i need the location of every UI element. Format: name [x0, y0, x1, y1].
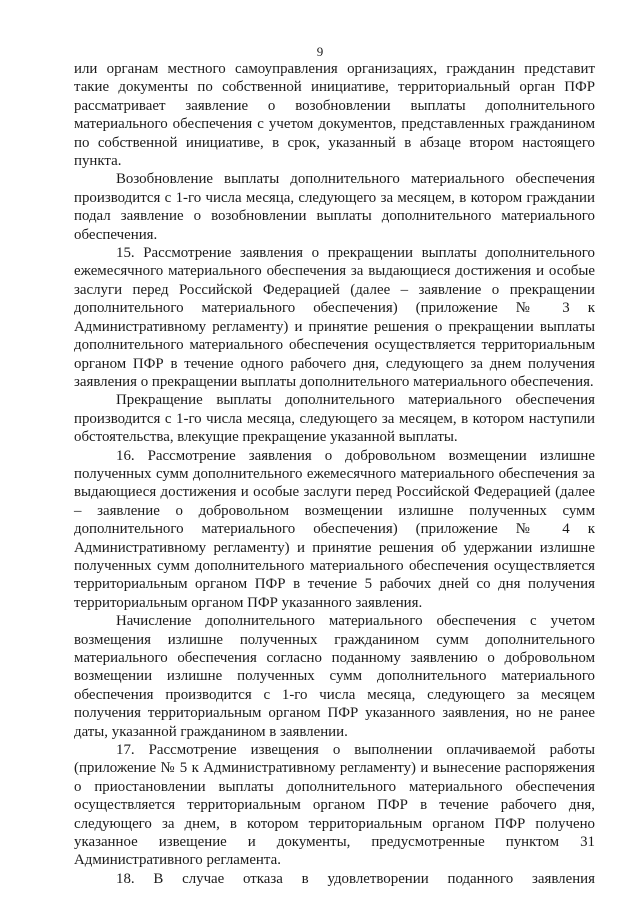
page-number: 9: [316, 44, 324, 59]
paragraph-item-16: 16. Рассмотрение заявления о добровольном возмещении излишне полученных сумм дополнительного ежемесячного материального обеспечения за выдающиеся достижения и особые заслуги перед Российской Федерацией (далее – заявление о добровольном возмещении излишне полученных сумм дополнительного материального обеспечения) (приложение № 4 к Административному регламенту) и принятие решения об удержании излишне полученных сумм дополнительного материального обеспечения осуществляется территориальным органом ПФР в течение 5 рабочих дней со дня получения территориальным органом ПФР указанного заявления.: [74, 447, 595, 611]
paragraph-item-15: 15. Рассмотрение заявления о прекращении выплаты дополнительного ежемесячного материального обеспечения за выдающиеся достижения и особые заслуги перед Российской Федерацией (далее – заявление о прекращении дополнительного материального обеспечения) (приложение № 3 к Административному регламенту) и принятие решения о прекращении выплаты дополнительного материального обеспечения осуществляется территориальным органом ПФР в течение одного рабочего дня, следующего за днем получения заявления о прекращении выплаты дополнительного материального обеспечения.: [74, 245, 595, 390]
paragraph-accrual: Начисление дополнительного материального обеспечения с учетом возмещения излишне полученных гражданином сумм дополнительного материального обеспечения согласно поданному заявлению о добровольном возмещении излишне полученных сумм дополнительного материального обеспечения производится с 1-го числа месяца, следующего за месяцем получения территориальным органом ПФР указанного заявления, но не ранее даты, указанной гражданином в заявлении.: [74, 613, 595, 740]
paragraph-resumption: Возобновление выплаты дополнительного материального обеспечения производится с 1-го числа месяца, следующего за месяцем, в котором граждании подал заявление о возобновлении выплаты дополнительного материального обеспечения.: [74, 171, 595, 243]
paragraph-termination: Прекращение выплаты дополнительного материального обеспечения производится с 1-го числа месяца, следующего за месяцем, в котором наступили обстоятельства, влекущие прекращение указанной выплаты.: [74, 392, 595, 446]
paragraph-continuation: или органам местного самоуправления организациях, гражданин представит такие документы по собственной инициативе, территориальный орган ПФР рассматривает заявление о возобновлении выплаты дополнительного материального обеспечения с учетом документов, представленных гражданином по собственной инициативе, в срок, указанный в абзаце втором настоящего пункта.: [74, 61, 595, 170]
paragraph-item-18: 18. В случае отказа в удовлетворении поданного заявления: [116, 870, 595, 887]
document-body: [74, 60, 595, 888]
paragraph-item-17: 17. Рассмотрение извещения о выполнении оплачиваемой работы (приложение № 5 к Административному регламенту) и вынесение распоряжения о приостановлении выплаты дополнительного материального обеспечения осуществляется территориальным органом ПФР в течение рабочего дня, следующего за днем, в котором территориальным органом ПФР получено указанное извещение и документы, предусмотренные пунктом 31 Административного регламента.: [74, 742, 595, 869]
